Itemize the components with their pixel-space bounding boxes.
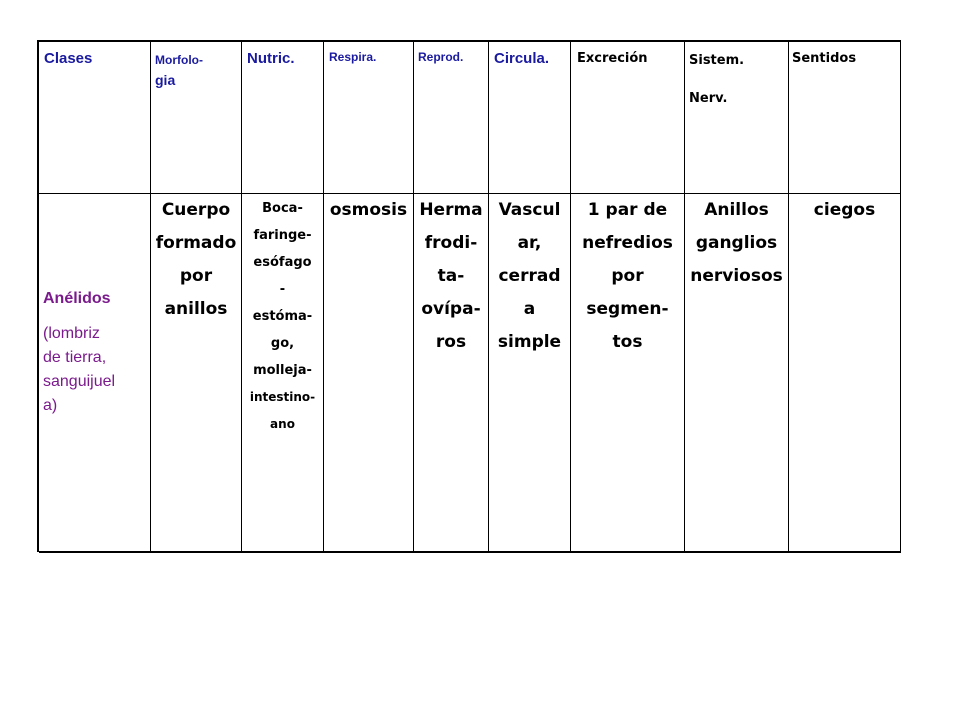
sistema-nervioso-cell: Anillos ganglios nerviosos xyxy=(690,200,783,286)
clase-examples: (lombriz de tierra, sanguijuel a) xyxy=(43,325,116,414)
header-excrecion: Excreción xyxy=(577,51,648,66)
bottom-border xyxy=(39,551,901,553)
header-respiracion: Respira. xyxy=(329,50,377,64)
clase-anelidos xyxy=(43,288,149,418)
nutricion-cell: Boca- faringe- esófago - estóma- go, molleja- intestino- ano xyxy=(249,201,316,431)
header-reproduccion: Reprod. xyxy=(418,50,464,64)
circulacion-cell: Vascul ar, cerrad a simple xyxy=(497,200,562,352)
header-sistema-nervioso: Sistem. Nerv. xyxy=(689,53,745,106)
header-morfologia: Morfolo- gia xyxy=(155,53,203,88)
animal-classes-table xyxy=(37,40,901,552)
header-nutricion: Nutric. xyxy=(247,50,295,67)
header-sentidos: Sentidos xyxy=(792,51,857,66)
col-divider xyxy=(323,42,324,552)
clase-name: Anélidos xyxy=(43,290,111,307)
right-border xyxy=(900,42,901,552)
col-divider xyxy=(788,42,789,552)
morfologia-cell: Cuerpo formado por anillos xyxy=(155,200,237,319)
respiracion-cell: osmosis xyxy=(329,200,408,220)
sentidos-cell: ciegos xyxy=(813,200,876,220)
reproduccion-cell: Herma frodi- ta- ovípa- ros xyxy=(419,200,483,352)
col-divider xyxy=(684,42,685,552)
header-circulacion: Circula. xyxy=(494,50,550,67)
excrecion-cell: 1 par de nefredios por segmen- tos xyxy=(582,200,673,352)
header-clases: Clases xyxy=(44,50,93,67)
